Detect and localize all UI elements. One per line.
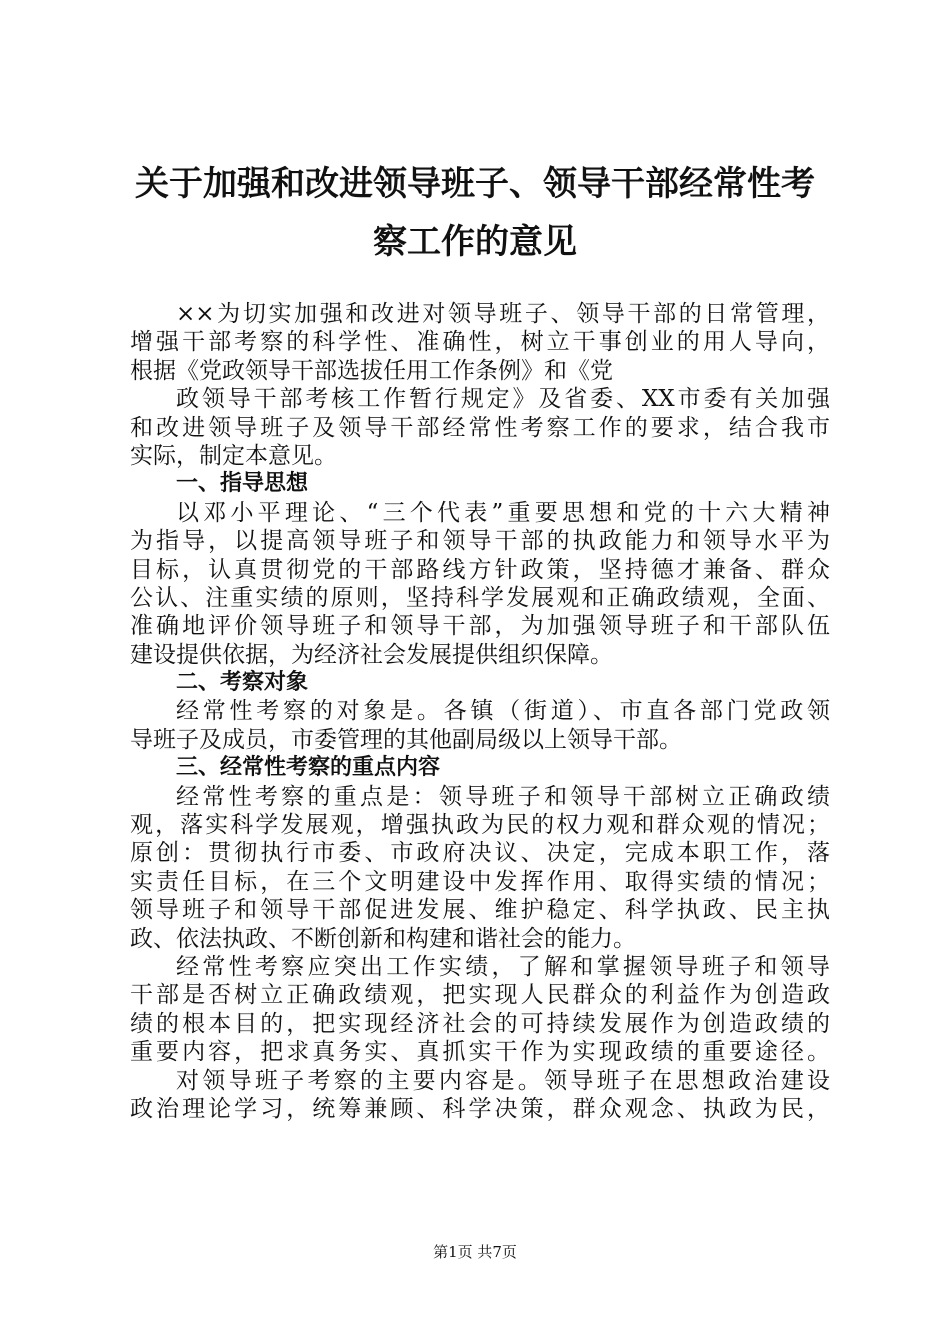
body-line: 导班子及成员，市委管理的其他副局级以上领导干部。 [130,726,682,753]
document-title-line-2: 察工作的意见 [373,222,577,262]
section-heading: 三、经常性考察的重点内容 [176,755,441,781]
body-line: 建设提供依据，为经济社会发展提供组织保障。 [130,641,613,668]
body-line: 实责任目标，在三个文明建设中发挥作用、取得实绩的情况； [130,868,830,895]
body-line: 和改进领导班子及领导干部经常性考察工作的要求，结合我市 [130,414,830,441]
body-line: ××为切实加强和改进对领导班子、领导干部的日常管理， [176,301,830,327]
body-line: 目标，认真贯彻党的干部路线方针政策，坚持德才兼备、群众 [130,556,830,583]
body-line: 公认、注重实绩的原则，坚持科学发展观和正确政绩观，全面、 [130,584,830,611]
body-line: 对领导班子考察的主要内容是。领导班子在思想政治建设 [176,1067,830,1094]
body-line: 准确地评价领导班子和领导干部，为加强领导班子和干部队伍 [130,613,830,640]
body-line: 经常性考察的对象是。各镇（街道）、市直各部门党政领 [176,698,830,725]
body-line: 观，落实科学发展观，增强执政为民的权力观和群众观的情况； [130,812,830,839]
section-heading: 一、指导思想 [176,471,309,497]
body-line: 根据《党政领导干部选拔任用工作条例》和《党 [130,357,613,384]
body-line: 政治理论学习，统筹兼顾、科学决策，群众观念、执政为民， [130,1095,830,1122]
body-line: 政、依法执政、不断创新和构建和谐社会的能力。 [130,925,636,952]
body-line: 政领导干部考核工作暂行规定》及省委、XX市委有关加强 [176,386,830,413]
body-line: 领导班子和领导干部促进发展、维护稳定、科学执政、民主执 [130,897,830,924]
body-line: 重要内容，把求真务实、真抓实干作为实现政绩的重要途径。 [130,1039,830,1066]
body-line: 绩的根本目的，把实现经济社会的可持续发展作为创造政绩的 [130,1010,830,1037]
body-line: 实际，制定本意见。 [130,442,337,469]
body-line: 经常性考察应突出工作实绩，了解和掌握领导班子和领导 [176,953,830,980]
body-line: 为指导，以提高领导班子和领导干部的执政能力和领导水平为 [130,528,830,555]
body-line: 以邓小平理论、“三个代表”重要思想和党的十六大精神 [176,499,830,526]
document-title-line-1: 关于加强和改进领导班子、领导干部经常性考 [135,164,815,204]
page-number-footer: 第1页 共7页 [433,1243,517,1261]
body-line: 原创：贯彻执行市委、市政府决议、决定，完成本职工作，落 [130,840,830,867]
body-line: 经常性考察的重点是：领导班子和领导干部树立正确政绩 [176,783,830,810]
body-line: 干部是否树立正确政绩观，把实现人民群众的利益作为创造政 [130,982,830,1009]
body-line: 增强干部考察的科学性、准确性，树立干事创业的用人导向， [130,329,830,356]
section-heading: 二、考察对象 [176,670,309,696]
document-body [130,300,830,1123]
